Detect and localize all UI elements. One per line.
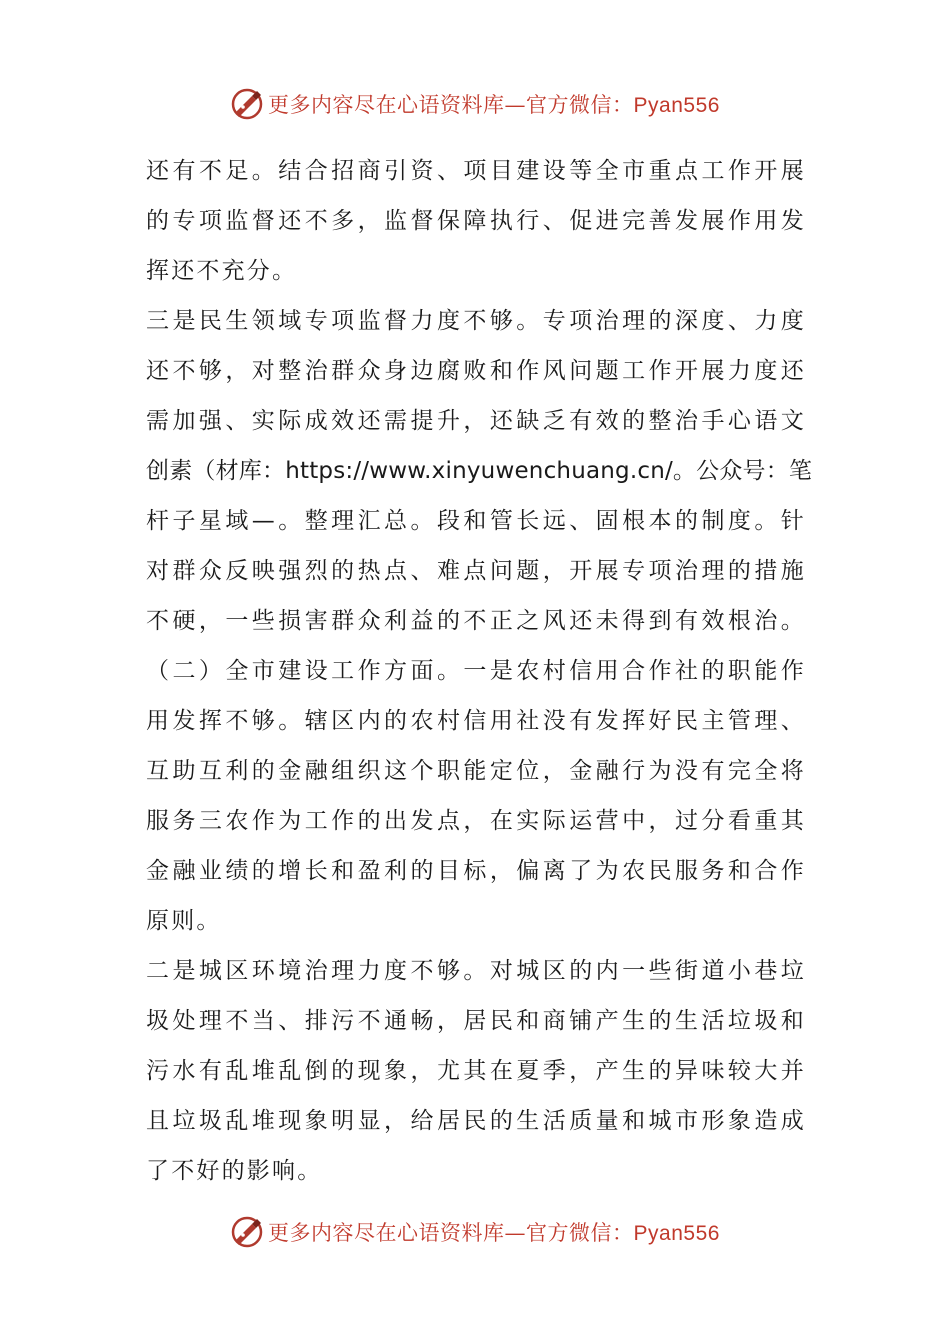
header-banner (0, 84, 950, 124)
banner-label: 更多内容尽在心语资料库—官方微信： (268, 1221, 634, 1245)
wechat-id: Pyan556 (633, 94, 720, 117)
text-line: 污水有乱堆乱倒的现象，尤其在夏季，产生的异味较大并 (146, 1058, 806, 1084)
text-line: 挥还不充分。 (146, 258, 298, 284)
pen-logo-icon (230, 1215, 264, 1249)
text-line-with-url: 创素（材库：https://www.xinyuwenchuang.cn/。公众号：笔 (146, 458, 813, 484)
text-line: 了不好的影响。 (146, 1158, 323, 1184)
text-line: 的专项监督还不多，监督保障执行、促进完善发展作用发 (146, 208, 806, 234)
banner-text (268, 1217, 720, 1247)
text-line: 服务三农作为工作的出发点，在实际运营中，过分看重其 (146, 808, 806, 834)
text-line: 需加强、实际成效还需提升，还缺乏有效的整治手心语文 (146, 408, 806, 434)
text-line: 还有不足。结合招商引资、项目建设等全市重点工作开展 (146, 158, 806, 184)
text-line: 互助互利的金融组织这个职能定位，金融行为没有完全将 (146, 758, 806, 784)
text-line: 杆子星域—。整理汇总。段和管长远、固根本的制度。针 (146, 508, 806, 534)
text-line: 不硬，一些损害群众利益的不正之风还未得到有效根治。 (146, 608, 806, 634)
footer-banner (0, 1212, 950, 1252)
text-line: 二是城区环境治理力度不够。对城区的内一些街道小巷垃 (146, 958, 806, 984)
text-line: 还不够，对整治群众身边腐败和作风问题工作开展力度还 (146, 358, 806, 384)
text-line: 圾处理不当、排污不通畅，居民和商铺产生的生活垃圾和 (146, 1008, 806, 1034)
banner-label: 更多内容尽在心语资料库—官方微信： (268, 93, 634, 117)
banner-text (268, 89, 720, 119)
text-line: 用发挥不够。辖区内的农村信用社没有发挥好民主管理、 (146, 708, 806, 734)
wechat-id: Pyan556 (633, 1222, 720, 1245)
text-line: （二）全市建设工作方面。一是农村信用合作社的职能作 (146, 658, 806, 684)
text-line: 三是民生领域专项监督力度不够。专项治理的深度、力度 (146, 308, 806, 334)
text-line: 对群众反映强烈的热点、难点问题，开展专项治理的措施 (146, 558, 806, 584)
text-line: 原则。 (146, 908, 222, 934)
document-body (146, 148, 813, 1198)
text-line: 金融业绩的增长和盈利的目标，偏离了为农民服务和合作 (146, 858, 806, 884)
text-line: 且垃圾乱堆现象明显，给居民的生活质量和城市形象造成 (146, 1108, 806, 1134)
pen-logo-icon (230, 87, 264, 121)
